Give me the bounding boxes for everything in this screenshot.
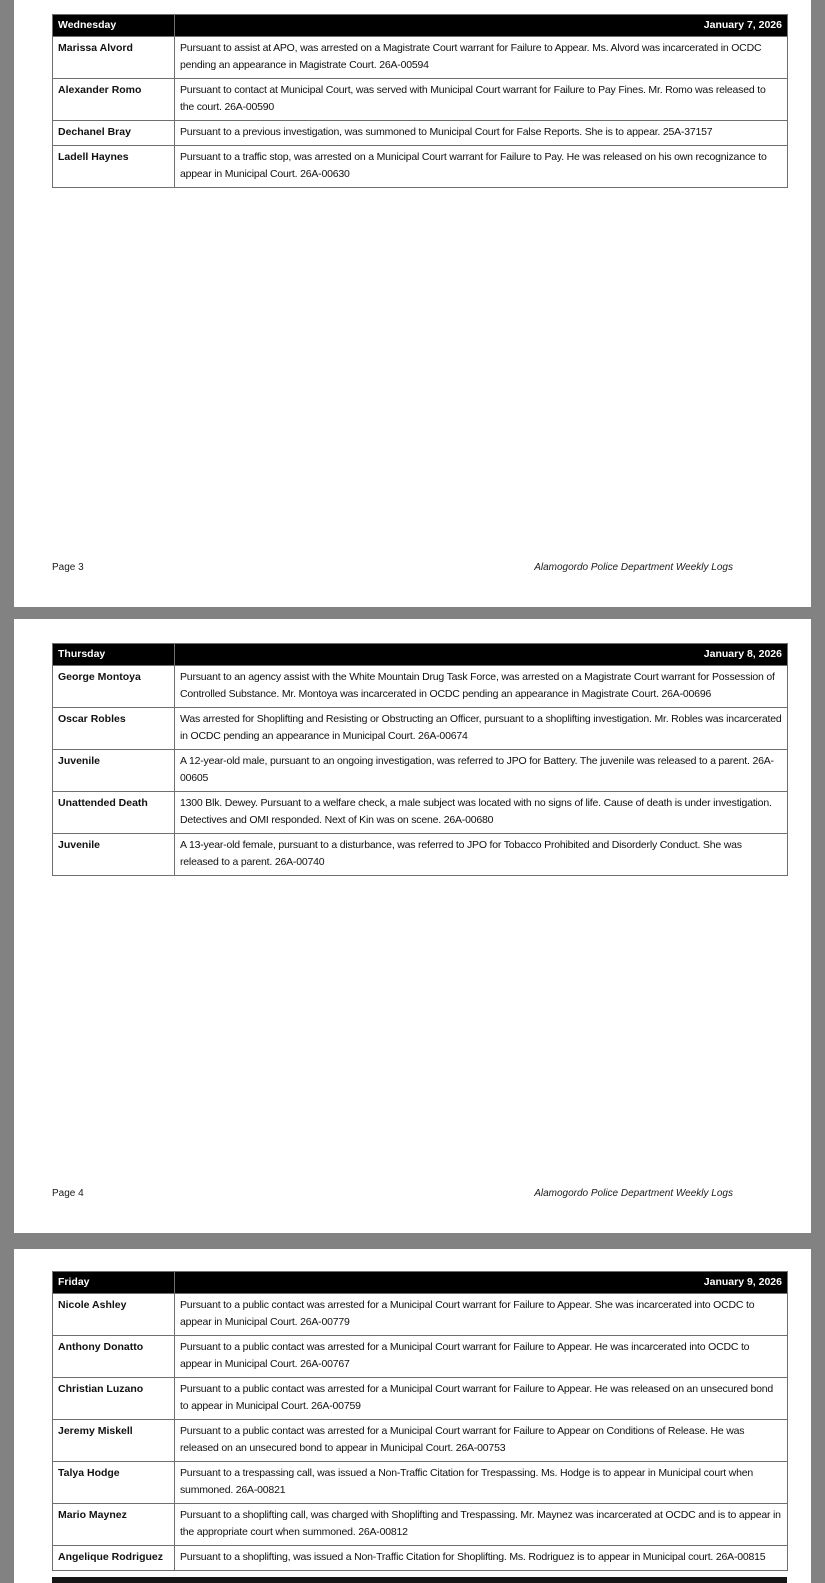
name-cell: Unattended Death (53, 792, 175, 834)
table-header-row (53, 1272, 788, 1294)
description-cell: Was arrested for Shoplifting and Resisting or Obstructing an Officer, pursuant to a shoplifting investigation. Mr. Robles was incarcerated in OCDC pending an appearance in Municipal Court. 26A-00674 (175, 708, 788, 750)
table-row (53, 1420, 788, 1462)
description-cell: Pursuant to a trespassing call, was issued a Non-Traffic Citation for Trespassing. Ms. Hodge is to appear in Municipal court when summoned. 26A-00821 (175, 1462, 788, 1504)
table-header-date: January 9, 2026 (175, 1272, 788, 1294)
next-table-header-peek (52, 1577, 787, 1583)
table-row (53, 79, 788, 121)
name-cell: Nicole Ashley (53, 1294, 175, 1336)
table-header-date: January 7, 2026 (175, 15, 788, 37)
table-row (53, 1504, 788, 1546)
page-footer (52, 1188, 787, 1199)
footer-brand: Alamogordo Police Department Weekly Logs (534, 562, 733, 573)
table-header-row (53, 15, 788, 37)
name-cell: Juvenile (53, 834, 175, 876)
name-cell: Ladell Haynes (53, 146, 175, 188)
description-cell: 1300 Blk. Dewey. Pursuant to a welfare check, a male subject was located with no signs of life. Cause of death is under investigation. Detectives and OMI responded. Next of Kin was on scene. 26A-00680 (175, 792, 788, 834)
name-cell: Talya Hodge (53, 1462, 175, 1504)
table-row (53, 750, 788, 792)
description-cell: Pursuant to assist at APO, was arrested on a Magistrate Court warrant for Failure to Appear. Ms. Alvord was incarcerated in OCDC pending an appearance in Magistrate Court. 26A-00594 (175, 37, 788, 79)
table-row (53, 1462, 788, 1504)
description-cell: Pursuant to a shoplifting, was issued a Non-Traffic Citation for Shoplifting. Ms. Rodriguez is to appear in Municipal court. 26A-00815 (175, 1546, 788, 1571)
name-cell: Mario Maynez (53, 1504, 175, 1546)
name-cell: Anthony Donatto (53, 1336, 175, 1378)
log-table-thursday (52, 643, 788, 876)
name-cell: Christian Luzano (53, 1378, 175, 1420)
description-cell: Pursuant to contact at Municipal Court, was served with Municipal Court warrant for Failure to Pay Fines. Mr. Romo was released to the court. 26A-00590 (175, 79, 788, 121)
page-footer (52, 562, 787, 573)
page-number: Page 4 (52, 1188, 84, 1199)
description-cell: Pursuant to a previous investigation, was summoned to Municipal Court for False Reports. She is to appear. 25A-37157 (175, 121, 788, 146)
document-page-5 (14, 1249, 811, 1583)
document-page-3 (14, 0, 811, 607)
page-number: Page 3 (52, 562, 84, 573)
description-cell: Pursuant to an agency assist with the White Mountain Drug Task Force, was arrested on a Magistrate Court warrant for Possession of Controlled Substance. Mr. Montoya was incarcerated in OCDC pending an appearance in Magistrate Court. 26A-00696 (175, 666, 788, 708)
table-row (53, 37, 788, 79)
description-cell: Pursuant to a traffic stop, was arrested on a Municipal Court warrant for Failure to Pay. He was released on his own recognizance to appear in Municipal Court. 26A-00630 (175, 146, 788, 188)
table-row (53, 708, 788, 750)
description-cell: Pursuant to a public contact was arrested for a Municipal Court warrant for Failure to Appear. He was released on an unsecured bond to appear in Municipal Court. 26A-00759 (175, 1378, 788, 1420)
table-row (53, 792, 788, 834)
description-cell: Pursuant to a public contact was arrested for a Municipal Court warrant for Failure to Appear. She was incarcerated into OCDC to appear in Municipal Court. 26A-00779 (175, 1294, 788, 1336)
name-cell: Alexander Romo (53, 79, 175, 121)
name-cell: Juvenile (53, 750, 175, 792)
table-header-row (53, 644, 788, 666)
name-cell: Jeremy Miskell (53, 1420, 175, 1462)
table-header-date: January 8, 2026 (175, 644, 788, 666)
table-row (53, 834, 788, 876)
name-cell: Marissa Alvord (53, 37, 175, 79)
log-table-friday (52, 1271, 788, 1571)
description-cell: Pursuant to a shoplifting call, was charged with Shoplifting and Trespassing. Mr. Maynez was incarcerated at OCDC and is to appear in the appropriate court when summoned. 26A-00812 (175, 1504, 788, 1546)
description-cell: Pursuant to a public contact was arrested for a Municipal Court warrant for Failure to Appear. He was incarcerated into OCDC to appear in Municipal Court. 26A-00767 (175, 1336, 788, 1378)
name-cell: Angelique Rodriguez (53, 1546, 175, 1571)
description-cell: A 12-year-old male, pursuant to an ongoing investigation, was referred to JPO for Battery. The juvenile was released to a parent. 26A-00605 (175, 750, 788, 792)
table-header-day: Thursday (53, 644, 175, 666)
name-cell: Dechanel Bray (53, 121, 175, 146)
name-cell: George Montoya (53, 666, 175, 708)
table-header-day: Friday (53, 1272, 175, 1294)
document-page-4 (14, 619, 811, 1233)
table-row (53, 146, 788, 188)
table-header-day: Wednesday (53, 15, 175, 37)
table-row (53, 666, 788, 708)
name-cell: Oscar Robles (53, 708, 175, 750)
description-cell: A 13-year-old female, pursuant to a disturbance, was referred to JPO for Tobacco Prohibited and Disorderly Conduct. She was released to a parent. 26A-00740 (175, 834, 788, 876)
log-table-wednesday (52, 14, 788, 188)
table-row (53, 1336, 788, 1378)
table-row (53, 1294, 788, 1336)
table-row (53, 1546, 788, 1571)
footer-brand: Alamogordo Police Department Weekly Logs (534, 1188, 733, 1199)
description-cell: Pursuant to a public contact was arrested for a Municipal Court warrant for Failure to Appear on Conditions of Release. He was released on an unsecured bond to appear in Municipal Court. 26A-00753 (175, 1420, 788, 1462)
table-row (53, 121, 788, 146)
table-row (53, 1378, 788, 1420)
